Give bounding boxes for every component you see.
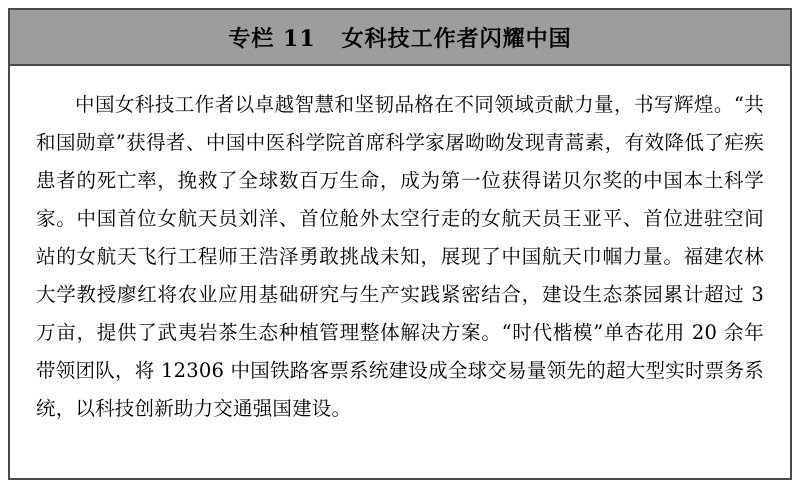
callout-body: [10, 66, 790, 478]
body-paragraph: 中国女科技工作者以卓越智慧和坚韧品格在不同领域贡献力量，书写辉煌。“共和国勋章”获得者、中国中医科学院首席科学家屠呦呦发现青蒿素，有效降低了疟疾患者的死亡率，挽救了全球数百万生命，成为第一位获得诺贝尔奖的中国本土科学家。中国首位女航天员刘洋、首位舱外太空行走的女航天员王亚平、首位进驻空间站的女航天飞行工程师王浩泽勇敢挑战未知，展现了中国航天巾帼力量。福建农林大学教授廖红将农业应用基础研究与生产实践紧密结合，建设生态茶园累计超过 3 万亩，提供了武夷岩茶生态种植管理整体解决方案。“时代楷模”单杏花用 20 余年带领团队，将 12306 中国铁路客票系统建设成全球交易量领先的超大型实时票务系统，以科技创新助力交通强国建设。: [36, 93, 764, 420]
callout-box: [8, 8, 792, 480]
callout-header: [10, 10, 790, 66]
callout-title: 专栏 11 女科技工作者闪耀中国: [228, 25, 572, 52]
